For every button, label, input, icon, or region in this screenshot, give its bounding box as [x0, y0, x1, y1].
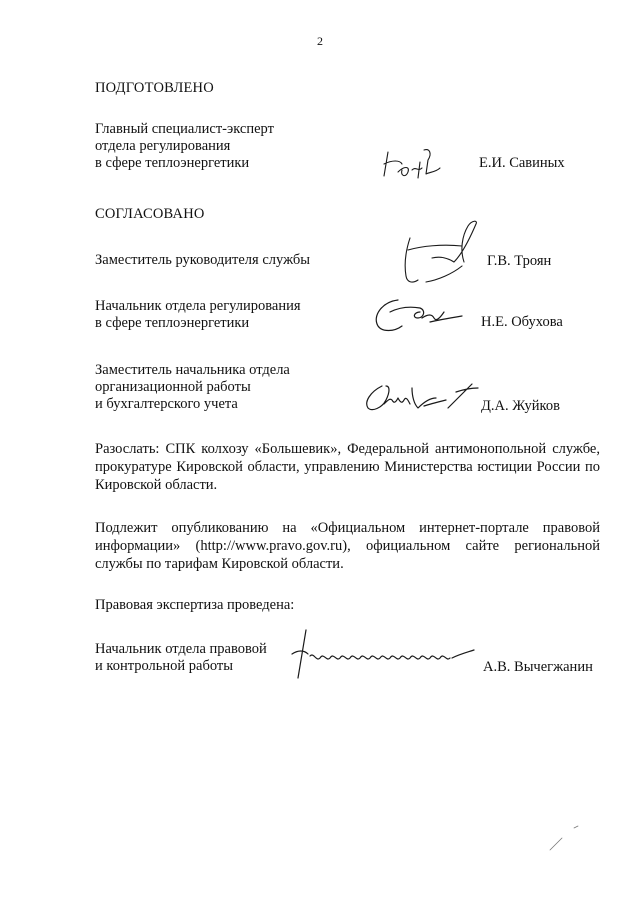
position-line: в сфере теплоэнергетики [95, 155, 250, 171]
signature-savinykh [378, 142, 448, 187]
agreed-heading: СОГЛАСОВАНО [95, 206, 205, 222]
signer-name: Д.А. Жуйков [481, 398, 560, 414]
page-number: 2 [317, 34, 323, 48]
signature-vychegzhanin [282, 624, 482, 684]
signer-name: Г.В. Троян [487, 253, 552, 269]
position-line: Начальник отдела правовой [95, 641, 267, 657]
corner-mark [540, 820, 590, 860]
distribution-paragraph: Разослать: СПК колхозу «Большевик», Федеральной антимонопольной службе, прокуратуре Кировской области, управлению Министерства юстиции России по Кировской области. [95, 441, 600, 493]
position-line: отдела регулирования [95, 138, 231, 154]
signature-obukhova [368, 288, 468, 340]
legal-review-text: Правовая экспертиза проведена: [95, 597, 295, 613]
position-line: Начальник отдела регулирования [95, 298, 301, 314]
position-line: и бухгалтерского учета [95, 396, 238, 412]
position-line: организационной работы [95, 379, 251, 395]
prepared-position [95, 121, 375, 172]
signer-position [95, 362, 375, 413]
publication-paragraph: Подлежит опубликованию на «Официальном интернет-портале правовой информации» (http://www.pravo.gov.ru), официальном сайте региональной службы по тарифам Кировской области. [95, 520, 600, 572]
signer-position [95, 298, 375, 332]
signature-zhuykov [360, 378, 485, 420]
prepared-heading: ПОДГОТОВЛЕНО [95, 80, 214, 96]
signer-name: Н.Е. Обухова [481, 314, 563, 330]
signature-troyan [392, 210, 492, 295]
signer-position [95, 252, 375, 269]
signer-name: Е.И. Савиных [479, 155, 565, 171]
position-line: Заместитель руководителя службы [95, 252, 311, 268]
signer-name: А.В. Вычегжанин [483, 659, 593, 675]
position-line: Заместитель начальника отдела [95, 362, 290, 378]
position-line: Главный специалист-эксперт [95, 121, 274, 137]
position-line: в сфере теплоэнергетики [95, 315, 250, 331]
position-line: и контрольной работы [95, 658, 233, 674]
